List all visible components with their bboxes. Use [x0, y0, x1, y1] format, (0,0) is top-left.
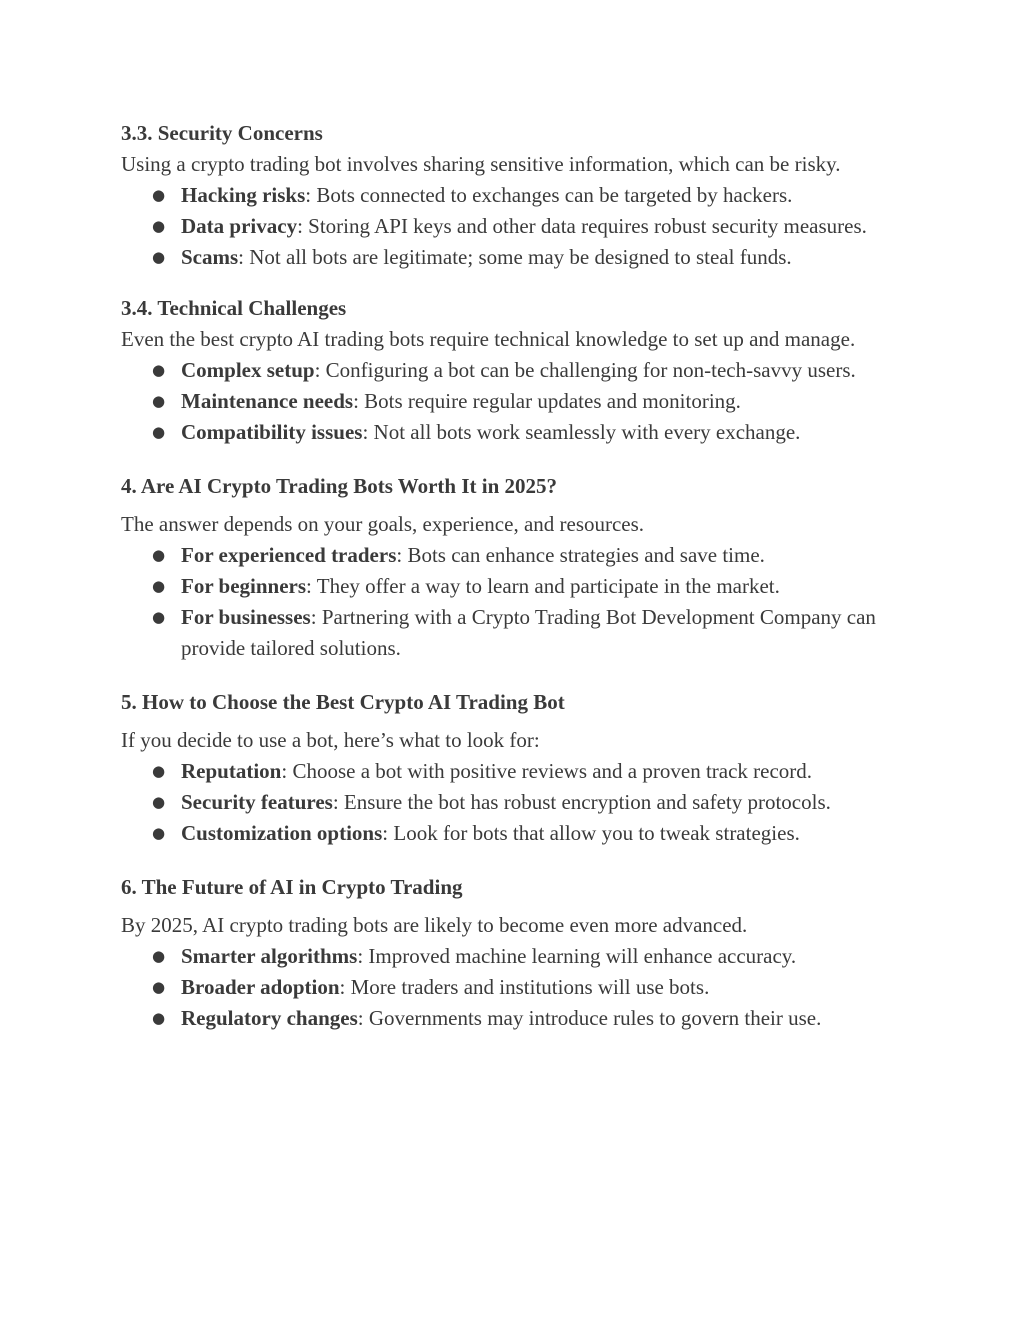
list-item: [152, 941, 911, 972]
section-intro: Using a crypto trading bot involves sharing sensitive information, which can be risky.: [121, 152, 841, 176]
item-text: : Bots connected to exchanges can be targeted by hackers.: [305, 183, 793, 207]
item-term: Smarter algorithms: [181, 944, 358, 968]
bullet-list: [121, 941, 911, 1034]
bullet-list: [121, 180, 911, 273]
section-heading: 6. The Future of AI in Crypto Trading: [121, 875, 463, 899]
bullet-icon: ●: [152, 762, 166, 780]
item-text: : Choose a bot with positive reviews and a proven track record.: [281, 759, 813, 783]
section-intro: Even the best crypto AI trading bots require technical knowledge to set up and manage.: [121, 327, 856, 351]
section-security-concerns: [121, 118, 911, 273]
section-intro: By 2025, AI crypto trading bots are likely to become even more advanced.: [121, 913, 748, 937]
item-text: : Not all bots work seamlessly with every exchange.: [362, 420, 801, 444]
bullet-list: [121, 756, 911, 849]
item-text: : Bots require regular updates and monitoring.: [353, 389, 741, 413]
item-term: Scams: [181, 245, 239, 269]
list-item: [152, 972, 911, 1003]
section-heading: 4. Are AI Crypto Trading Bots Worth It in 2025?: [121, 474, 557, 498]
section-heading: 3.3. Security Concerns: [121, 121, 323, 145]
item-term: Data privacy: [181, 214, 298, 238]
section-heading: 3.4. Technical Challenges: [121, 296, 347, 320]
bullet-icon: ●: [152, 361, 166, 379]
bullet-icon: ●: [152, 947, 166, 965]
list-item: [152, 386, 911, 417]
bullet-icon: ●: [152, 217, 166, 235]
list-item: [152, 818, 911, 849]
bullet-list: [121, 355, 911, 448]
item-text: : Look for bots that allow you to tweak strategies.: [382, 821, 800, 845]
item-text: : Bots can enhance strategies and save time.: [396, 543, 765, 567]
list-item: [152, 756, 911, 787]
item-text: : Configuring a bot can be challenging for non-tech-savvy users.: [314, 358, 856, 382]
list-item: [152, 242, 911, 273]
bullet-icon: ●: [152, 186, 166, 204]
section-worth-it: [121, 471, 911, 664]
item-term: For businesses: [181, 605, 311, 629]
bullet-list: [121, 540, 911, 664]
bullet-icon: ●: [152, 423, 166, 441]
item-text: : Partnering with a Crypto Trading Bot Development Company can provide tailored solutions.: [181, 605, 876, 660]
section-heading: 5. How to Choose the Best Crypto AI Trading Bot: [121, 690, 565, 714]
item-text: : Not all bots are legitimate; some may be designed to steal funds.: [238, 245, 792, 269]
bullet-icon: ●: [152, 608, 166, 626]
list-item: [152, 211, 911, 242]
item-term: Hacking risks: [181, 183, 306, 207]
item-term: Customization options: [181, 821, 383, 845]
item-term: Security features: [181, 790, 333, 814]
bullet-icon: ●: [152, 577, 166, 595]
section-future-ai: [121, 872, 911, 1034]
item-term: Broader adoption: [181, 975, 340, 999]
bullet-icon: ●: [152, 392, 166, 410]
document-page: [121, 118, 911, 1034]
item-term: For beginners: [181, 574, 307, 598]
section-intro: The answer depends on your goals, experience, and resources.: [121, 512, 645, 536]
bullet-icon: ●: [152, 978, 166, 996]
bullet-icon: ●: [152, 546, 166, 564]
item-text: : They offer a way to learn and participate in the market.: [306, 574, 780, 598]
list-item: [152, 355, 911, 386]
section-choose-bot: [121, 687, 911, 849]
bullet-icon: ●: [152, 824, 166, 842]
item-text: : Governments may introduce rules to govern their use.: [357, 1006, 822, 1030]
section-intro: If you decide to use a bot, here’s what to look for:: [121, 728, 540, 752]
list-item: [152, 540, 911, 571]
bullet-icon: ●: [152, 1009, 166, 1027]
item-term: Compatibility issues: [181, 420, 363, 444]
item-term: Reputation: [181, 759, 282, 783]
bullet-icon: ●: [152, 248, 166, 266]
list-item: [152, 602, 911, 664]
item-text: : Improved machine learning will enhance accuracy.: [357, 944, 797, 968]
item-term: For experienced traders: [181, 543, 397, 567]
item-term: Regulatory changes: [181, 1006, 358, 1030]
item-term: Complex setup: [181, 358, 315, 382]
list-item: [152, 787, 911, 818]
list-item: [152, 180, 911, 211]
item-text: : Storing API keys and other data requires robust security measures.: [297, 214, 867, 238]
item-text: : More traders and institutions will use bots.: [339, 975, 710, 999]
bullet-icon: ●: [152, 793, 166, 811]
item-term: Maintenance needs: [181, 389, 354, 413]
list-item: [152, 1003, 911, 1034]
list-item: [152, 571, 911, 602]
list-item: [152, 417, 911, 448]
section-technical-challenges: [121, 293, 911, 448]
item-text: : Ensure the bot has robust encryption and safety protocols.: [332, 790, 831, 814]
